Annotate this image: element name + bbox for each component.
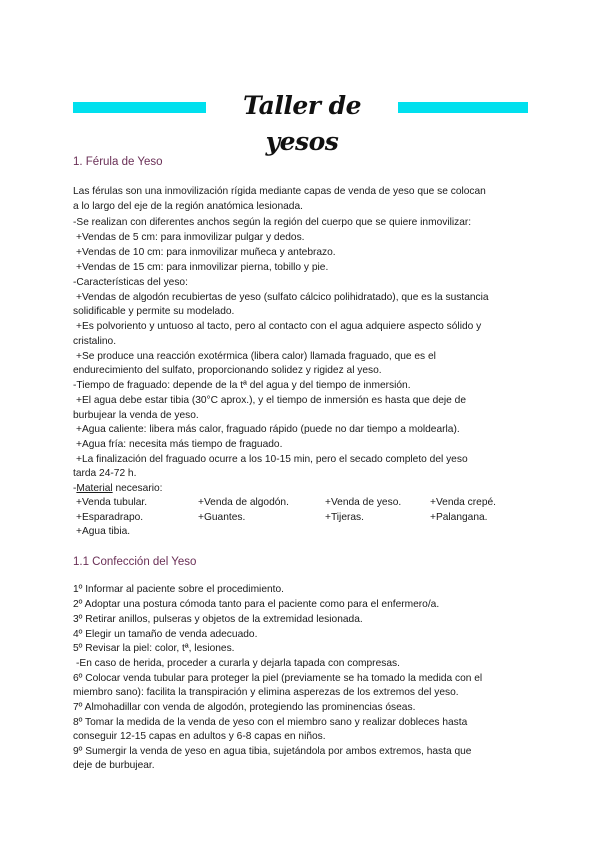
step-line: conseguir 12-15 capas en adultos y 6-8 capas en niños. [73,731,326,742]
material-item: +Tijeras. [325,512,364,523]
material-item: +Venda de yeso. [325,497,402,508]
material-item: +Palangana. [430,512,488,523]
list-item: +Vendas de algodón recubiertas de yeso (sulfato cálcico polihidratado), que es la sustancia [76,292,489,303]
paragraph-line: -Se realizan con diferentes anchos según la región del cuerpo que se quiere inmovilizar: [73,217,472,228]
material-item: +Venda de algodón. [198,497,289,508]
material-item: +Venda crepé. [430,497,496,508]
step-line: 8º Tomar la medida de la venda de yeso con el miembro sano y realizar dobleces hasta [73,717,468,728]
title-accent-bar-right [398,102,528,113]
title-banner [0,88,600,156]
material-prefix: - [73,483,77,494]
paragraph-line: -Características del yeso: [73,277,188,288]
step-line: 3º Retirar anillos, pulseras y objetos de la extremidad lesionada. [73,614,363,625]
material-item: +Venda tubular. [76,497,148,508]
step-line: 1º Informar al paciente sobre el procedimiento. [73,584,284,595]
list-item: +El agua debe estar tibia (30°C aprox.), y el tiempo de inmersión es hasta que deje de [76,395,467,406]
section-heading-ferula: 1. Férula de Yeso [73,156,163,168]
title-accent-bar-left [73,102,206,113]
material-item: +Guantes. [198,512,246,523]
step-line: miembro sano): facilita la transpiración y elimina asperezas de los extremos del yeso. [73,687,459,698]
step-line: 5º Revisar la piel: color, tª, lesiones. [73,643,235,654]
list-item: +Agua caliente: libera más calor, fraguado rápido (puede no dar tiempo a moldearla). [76,424,460,435]
step-line: deje de burbujear. [73,760,155,771]
material-item: +Esparadrapo. [76,512,144,523]
step-line: 4º Elegir un tamaño de venda adecuado. [73,629,258,640]
list-item: +Es polvoriento y untuoso al tacto, pero al contacto con el agua adquiere aspecto sólido y [76,321,482,332]
step-line: 6º Colocar venda tubular para proteger la piel (previamente se ha tomado la medida con el [73,673,483,684]
step-line: 7º Almohadillar con venda de algodón, protegiendo las prominencias óseas. [73,702,416,713]
paragraph-line: tarda 24-72 h. [73,468,137,479]
paragraph-line: Las férulas son una inmovilización rígida mediante capas de venda de yeso que se colocan [73,186,486,197]
list-item: +Vendas de 5 cm: para inmovilizar pulgar y dedos. [76,232,305,243]
paragraph-line: -Tiempo de fraguado: depende de la tª del agua y del tiempo de inmersión. [73,380,411,391]
section-heading-confeccion: 1.1 Confección del Yeso [73,556,197,568]
list-item: +Agua fría: necesita más tiempo de fraguado. [76,439,283,450]
material-heading [73,482,162,495]
paragraph-line: a lo largo del eje de la región anatómica lesionada. [73,201,303,212]
material-suffix: necesario: [112,483,163,494]
list-item: +Vendas de 15 cm: para inmovilizar pierna, tobillo y pie. [76,262,329,273]
step-line: -En caso de herida, proceder a curarla y dejarla tapada con compresas. [76,658,400,669]
paragraph-line: solidificable y permite su modelado. [73,306,235,317]
material-item: +Agua tibia. [76,526,131,537]
list-item: +Se produce una reacción exotérmica (libera calor) llamada fraguado, que es el [76,351,436,362]
step-line: 2º Adoptar una postura cómoda tanto para el paciente como para el enfermero/a. [73,599,440,610]
paragraph-line: endurecimiento del sulfato, proporcionando solidez y rigidez al yeso. [73,365,382,376]
paragraph-line: cristalino. [73,336,117,347]
list-item: +Vendas de 10 cm: para inmovilizar muñeca y antebrazo. [76,247,336,258]
material-word: Material [76,483,113,494]
list-item: +La finalización del fraguado ocurre a los 10-15 min, pero el secado completo del yeso [76,454,468,465]
page-title: Taller de yesos [242,91,362,156]
step-line: 9º Sumergir la venda de yeso en agua tibia, sujetándola por ambos extremos, hasta que [73,746,472,757]
paragraph-line: burbujear la venda de yeso. [73,410,199,421]
